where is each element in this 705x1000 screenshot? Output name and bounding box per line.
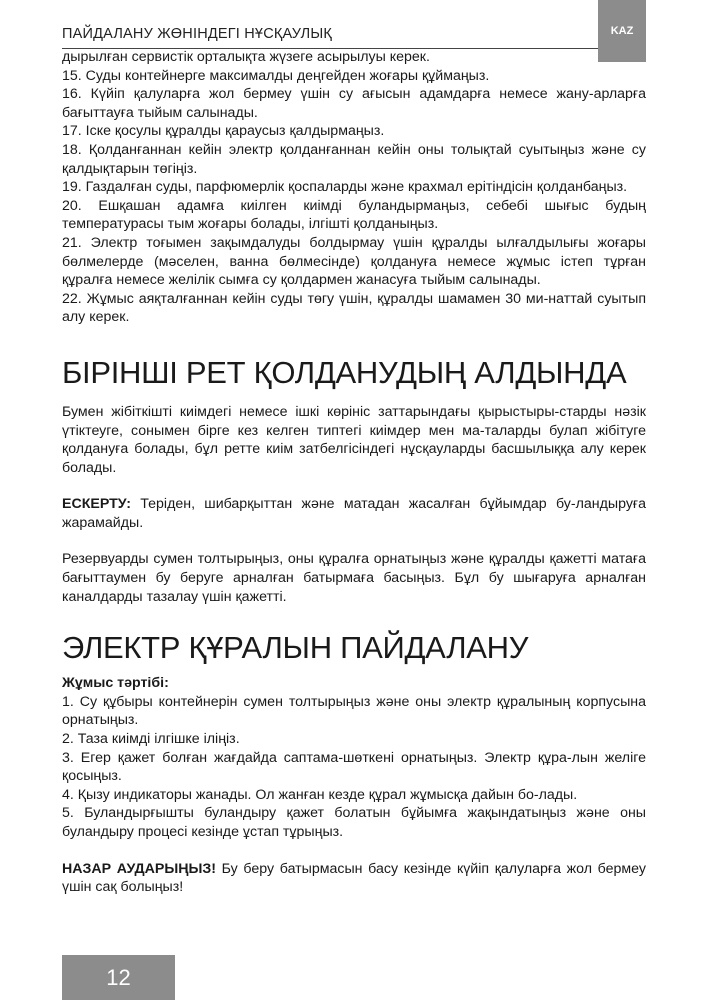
note-label: ЕСКЕРТУ: xyxy=(62,496,131,513)
fill-reservoir-paragraph: Резервуарды сумен толтырыңыз, оны құралға орнатыңыз және құралды қажетті матаға бағыттаумен бу беруге арналған батырмаға басыңыз. Бұл бу шығаруға арналған каналдарды тазалау үшін қажетті. xyxy=(62,551,646,605)
intro-list xyxy=(62,48,646,327)
list-item: 20. Ешқашан адамға киілген киімді буландырмаңыз, себебі шығыс будың температурасы тым жоғары болады, ілгішті қолданыңыз. xyxy=(62,197,646,233)
procedure-subheading: Жұмыс тәртібі: xyxy=(62,675,169,692)
list-item: 22. Жұмыс аяқталғаннан кейін суды төгу үшін, құралды шамамен 30 ми-наттай суытып алу керек. xyxy=(62,290,646,326)
list-item: 17. Іске қосулы құралды қараусыз қалдырмаңыз. xyxy=(62,123,385,140)
warning-paragraph xyxy=(62,860,646,897)
page-header-title: ПАЙДАЛАНУ ЖӨНІНДЕГІ НҰСҚАУЛЫҚ xyxy=(62,26,333,42)
page-number: 12 xyxy=(62,955,175,1000)
step-item: 2. Таза киімді ілгішке іліңіз. xyxy=(62,731,240,748)
note-paragraph xyxy=(62,495,646,532)
section-heading-first-use: БІРІНШІ РЕТ ҚОЛДАНУДЫҢ АЛДЫНДА xyxy=(62,354,627,390)
step-item: 3. Егер қажет болған жағдайда саптама-шөткені орнатыңыз. Электр құра-лын желіге қосыңыз. xyxy=(62,749,646,785)
step-item: 5. Буландырғышты буландыру қажет болатын бұйымға жақындатыңыз және оны буландыру процесі кезінде ұстап тұрыңыз. xyxy=(62,805,646,840)
list-item: 15. Суды контейнерге максималды деңгейден жоғары құймаңыз. xyxy=(62,67,490,84)
list-item: 18. Қолданғаннан кейін электр қолданғаннан кейін оны толықтай суытыңыз және су қалдықтарын төгіңіз. xyxy=(62,141,646,177)
language-tab: KAZ xyxy=(598,0,646,62)
note-text: Теріден, шибарқыттан және матадан жасалған бұйымдар бу-ландыруға жарамайды. xyxy=(62,496,646,531)
step-item: 4. Қызу индикаторы жанады. Ол жанған кезде құрал жұмысқа дайын бо-лады. xyxy=(62,786,578,803)
warning-text: Бу беру батырмасын басу кезінде күйіп қалуларға жол бермеу үшін сақ болыңыз! xyxy=(62,860,646,896)
warning-label: НАЗАР АУДАРЫҢЫЗ! xyxy=(62,860,217,877)
list-item: 16. Күйіп қалуларға жол бермеу үшін су ағысын адамдарға немесе жану-арларға бағыттауға тыйым салынады. xyxy=(62,86,646,121)
first-use-paragraph: Бумен жібіткішті киімдегі немесе ішкі көрініс заттарындағы қырыстыры-старды нәзік үтіктеуге, сонымен бірге кез келген типтегі киімдер мен ма-таларды булап жібітуге қолдануға болады, бұл ретте киім затбелгісіндегі нұсқауларды басшылыққа алу керек болады. xyxy=(62,403,646,476)
list-item: 19. Газдалған суды, парфюмерлік қоспаларды және крахмал ерітіндісін қолданбаңыз. xyxy=(62,179,628,196)
list-item: 21. Электр тоғымен зақымдалуды болдырмау үшін құралды ылғалдылығы жоғары бөлмелерде (мәселен, ванна бөлмесінде) қолдануға немесе жұмыс істеп тұрған құралға немесе желілік сымға су қолдармен жанасуға тыйым салынады. xyxy=(62,234,646,289)
list-item: дырылған сервистік орталықта жүзеге асырылуы керек. xyxy=(62,49,430,65)
procedure-steps xyxy=(62,693,646,842)
page-content xyxy=(62,48,646,897)
section-heading-usage: ЭЛЕКТР ҚҰРАЛЫН ПАЙДАЛАНУ xyxy=(62,630,529,666)
step-item: 1. Су құбыры контейнерін сумен толтырыңыз және оны электр құралының корпусына орнатыңыз. xyxy=(62,693,646,729)
